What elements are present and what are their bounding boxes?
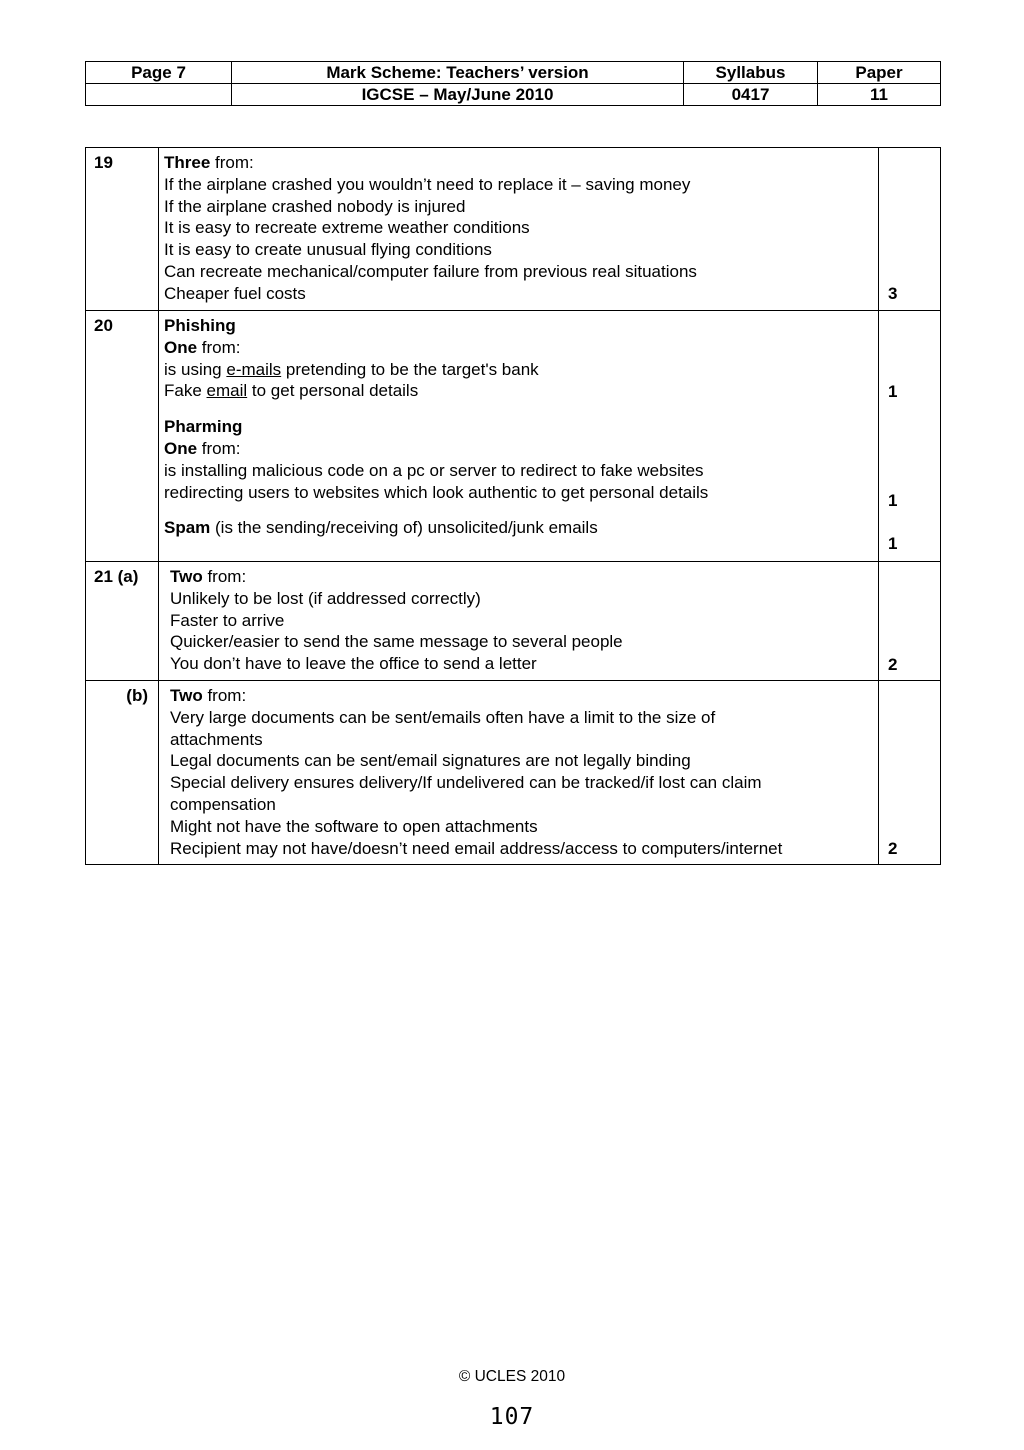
exam-session: IGCSE – May/June 2010 — [232, 84, 684, 106]
answer-line: If the airplane crashed you wouldn’t need to replace it – saving money — [164, 174, 691, 194]
syllabus-label: Syllabus — [684, 62, 818, 84]
phishing-heading: Phishing — [164, 316, 236, 335]
answer-intro: One from: — [164, 337, 241, 357]
mark-value: 1 — [888, 491, 898, 510]
answer-line: Fake email to get personal details — [164, 381, 419, 401]
answer-cell — [159, 562, 879, 681]
mark-value: 1 — [888, 382, 898, 401]
question-number: 21 (a) — [86, 562, 159, 681]
answer-line: Quicker/easier to send the same message to several people — [170, 632, 623, 652]
page-number: 107 — [489, 1404, 535, 1430]
question-row-21b — [86, 681, 941, 865]
answer-line: Faster to arrive — [170, 610, 285, 630]
answer-line: redirecting users to websites which look authentic to get personal details — [164, 482, 709, 502]
paper-label: Paper — [818, 62, 941, 84]
document-title: Mark Scheme: Teachers’ version — [232, 62, 684, 84]
answer-intro: Two from: — [170, 686, 247, 705]
answer-intro: One from: — [164, 438, 241, 458]
answer-line: Can recreate mechanical/computer failure from previous real situations — [164, 261, 697, 281]
mark-value: 1 — [888, 534, 898, 553]
marks-cell — [879, 148, 941, 311]
marks-cell — [879, 562, 941, 681]
page-label: Page 7 — [86, 62, 232, 84]
question-row-19 — [86, 148, 941, 311]
answer-line: is installing malicious code on a pc or server to redirect to fake websites — [164, 460, 704, 480]
answer-intro: Three from: — [164, 153, 254, 172]
answer-line: Very large documents can be sent/emails often have a limit to the size of attachments — [170, 707, 716, 749]
answer-cell — [159, 311, 879, 562]
answer-line: Cheaper fuel costs — [164, 283, 306, 303]
answer-cell — [159, 148, 879, 311]
answer-line: is using e-mails pretending to be the target's bank — [164, 359, 539, 379]
answer-line: It is easy to create unusual flying conditions — [164, 240, 492, 260]
answer-line: Might not have the software to open attachments — [170, 816, 538, 836]
header-table — [85, 61, 941, 106]
question-number: 20 — [86, 311, 159, 562]
answer-cell — [159, 681, 879, 865]
copyright: © UCLES 2010 — [458, 1368, 566, 1385]
question-number: 19 — [86, 148, 159, 311]
empty-cell — [86, 84, 232, 106]
answer-line: If the airplane crashed nobody is injured — [164, 196, 466, 216]
pharming-heading: Pharming — [164, 417, 243, 437]
mark-value: 2 — [888, 655, 898, 674]
answer-line: Legal documents can be sent/email signatures are not legally binding — [170, 751, 691, 771]
question-number: (b) — [86, 681, 159, 865]
answer-line: Special delivery ensures delivery/If undelivered can be tracked/if lost can claim compensation — [170, 773, 762, 814]
paper-number: 11 — [818, 84, 941, 106]
answer-intro: Two from: — [170, 567, 247, 586]
question-row-21a — [86, 562, 941, 681]
spam-line: Spam (is the sending/receiving of) unsolicited/junk emails — [164, 518, 598, 538]
syllabus-code: 0417 — [684, 84, 818, 106]
question-row-20 — [86, 311, 941, 562]
marks-cell — [879, 311, 941, 562]
answer-line: Unlikely to be lost (if addressed correctly) — [170, 588, 481, 608]
answer-line: Recipient may not have/doesn’t need email address/access to computers/internet — [170, 838, 783, 858]
mark-value: 2 — [888, 839, 898, 858]
mark-scheme-table — [85, 147, 941, 865]
answer-line: It is easy to recreate extreme weather conditions — [164, 218, 530, 238]
answer-line: You don’t have to leave the office to send a letter — [170, 654, 537, 674]
mark-value: 3 — [888, 284, 898, 303]
marks-cell — [879, 681, 941, 865]
